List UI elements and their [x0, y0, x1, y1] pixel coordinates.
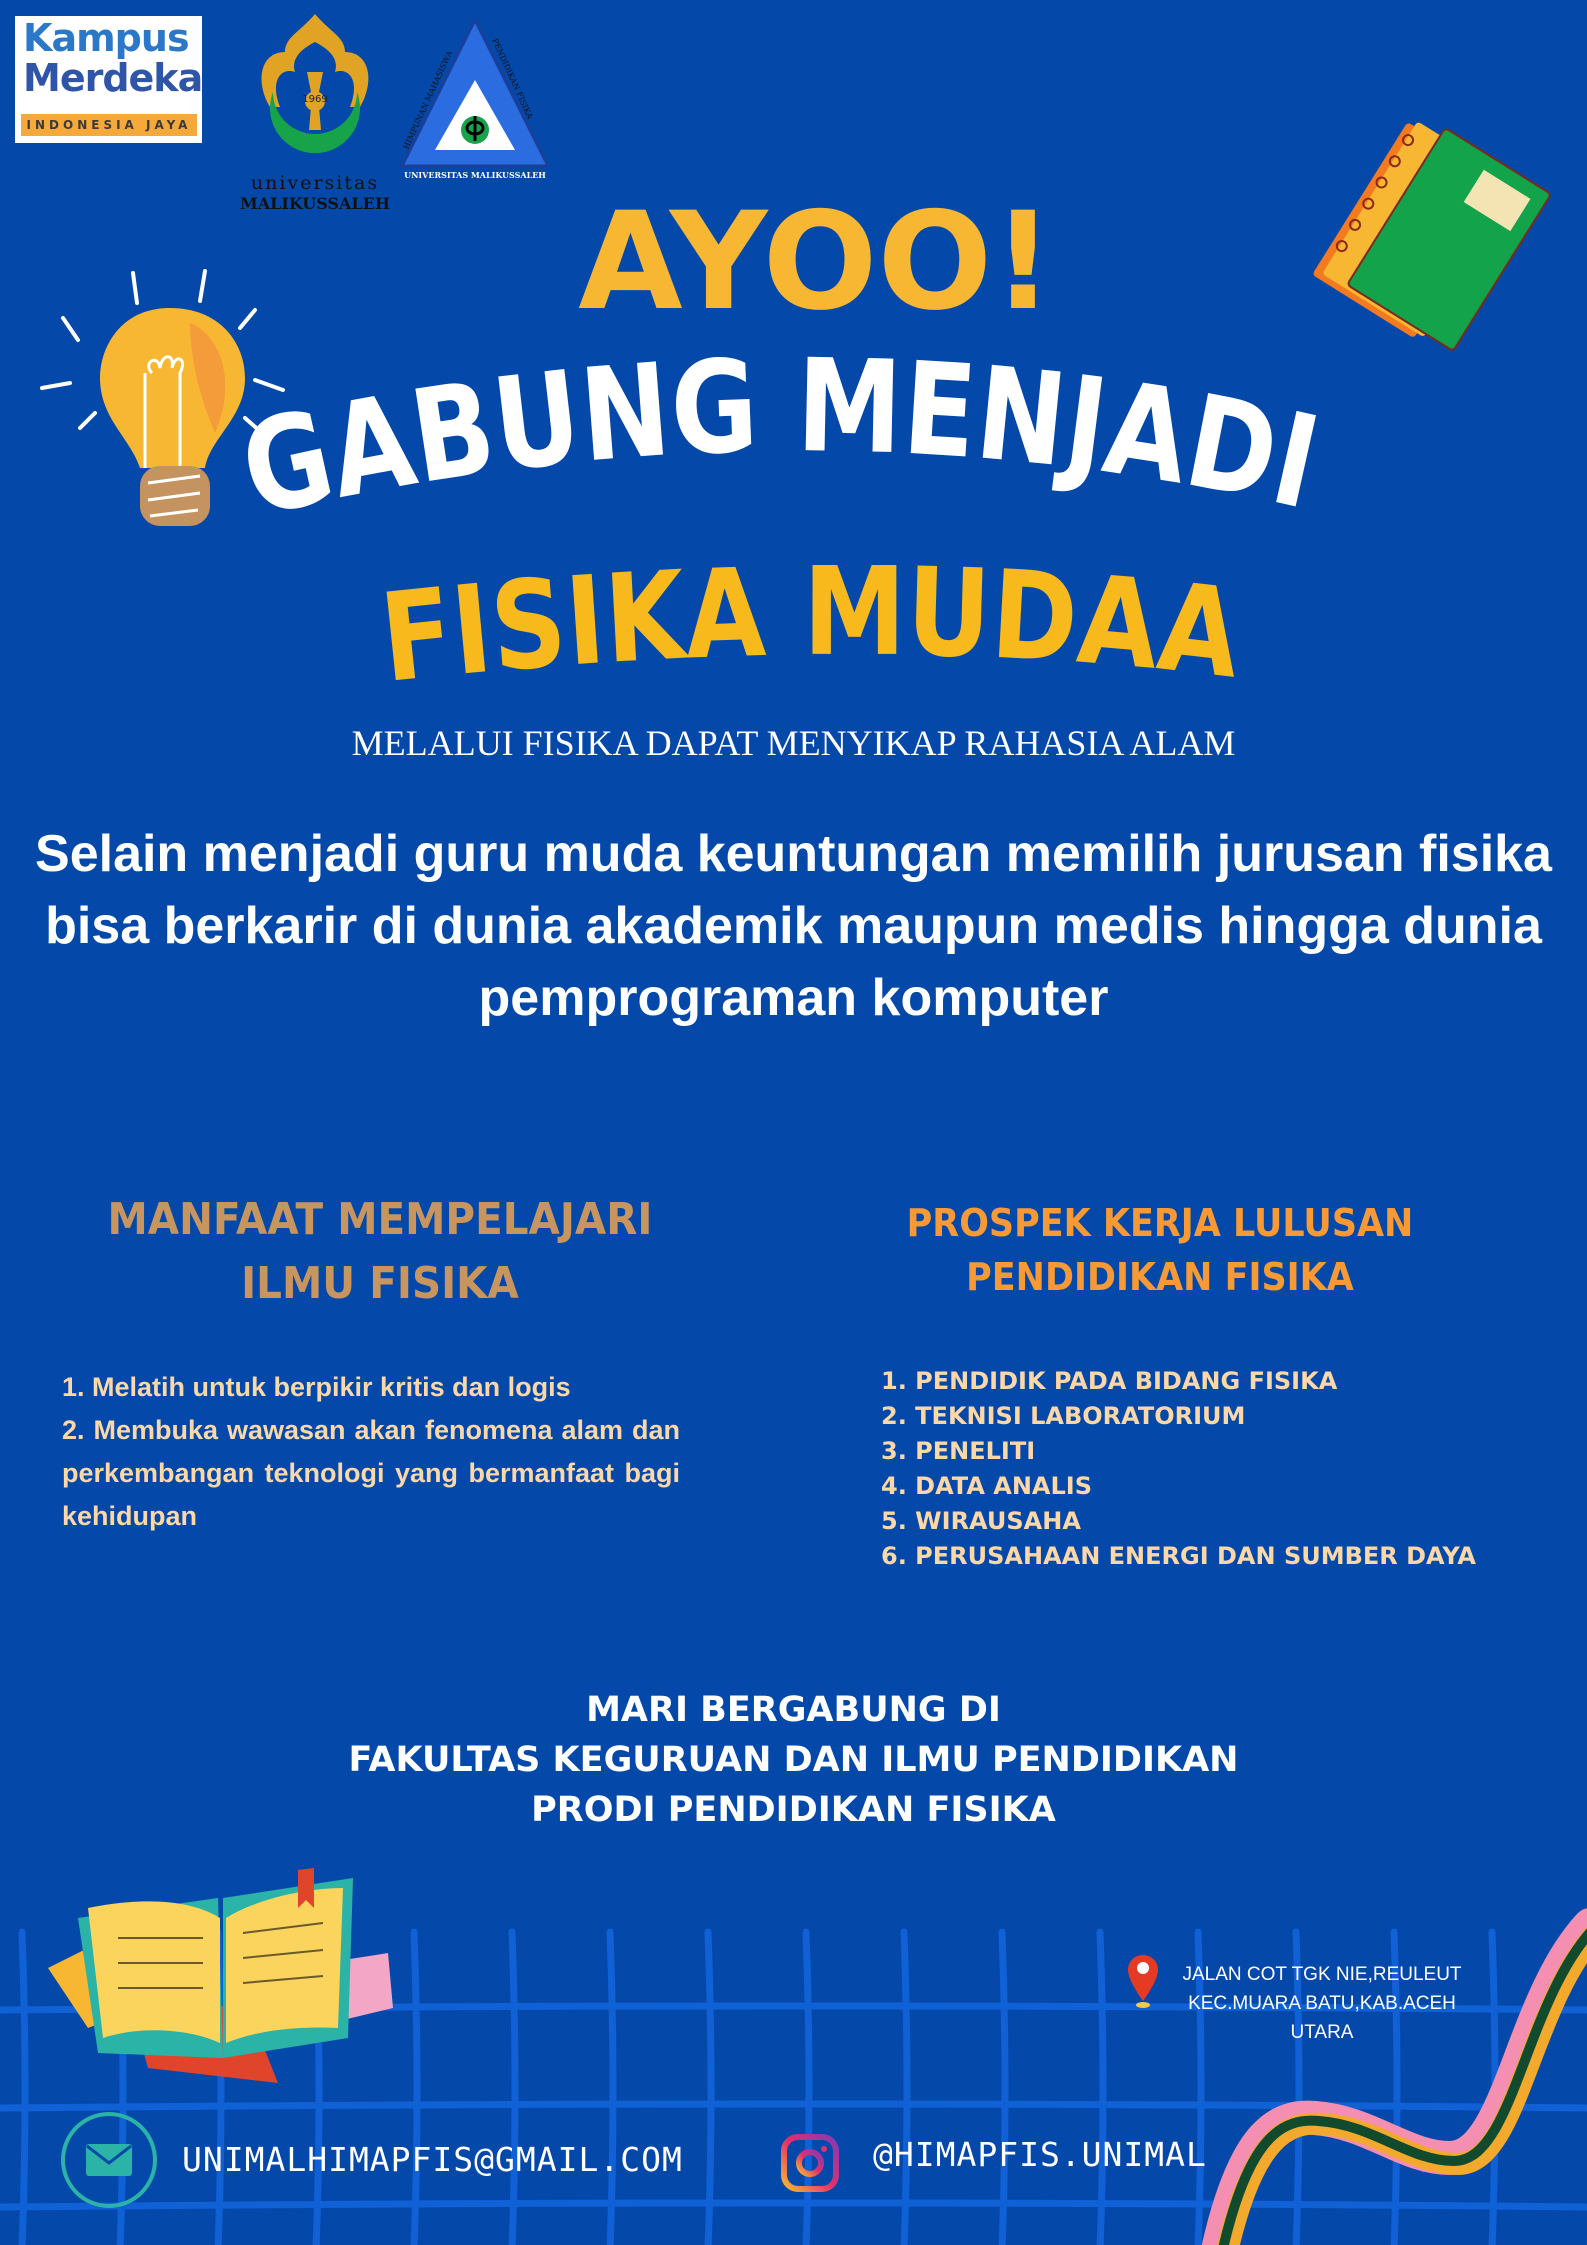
- list-item: 2. TEKNISI LABORATORIUM: [881, 1402, 1246, 1430]
- careers-title-line2: PENDIDIKAN FISIKA: [966, 1255, 1354, 1299]
- intro-paragraph: Selain menjadi guru muda keuntungan memilih jurusan fisika bisa berkarir di dunia akademik maupun medis hingga dunia pemprograman komputer: [35, 825, 1552, 1027]
- logo-band: INDONESIA JAYA: [21, 114, 197, 136]
- join-message: [0, 1685, 1587, 1835]
- benefits-title: [67, 1188, 693, 1316]
- grid-line-vertical: [1002, 1932, 1005, 2245]
- notebooks-icon: [1285, 110, 1565, 380]
- join-line2: FAKULTAS KEGURUAN DAN ILMU PENDIDIKAN: [348, 1740, 1239, 1780]
- headline-ayoo: AYOO!: [578, 183, 1054, 340]
- logo-text-kampus: Kampus: [23, 16, 189, 60]
- university-name-line1: universitas: [250, 172, 380, 194]
- join-line3: PRODI PENDIDIKAN FISIKA: [531, 1790, 1056, 1830]
- list-item: 1. PENDIDIK PADA BIDANG FISIKA: [881, 1367, 1338, 1395]
- benefits-title-line1: MANFAAT MEMPELAJARI: [107, 1194, 653, 1245]
- logo-text-merdeka: Merdeka: [23, 56, 203, 100]
- himpunan-arc-right: PENDIDIKAN FISIKA: [490, 37, 535, 121]
- list-item: 1. Melatih untuk berpikir kritis dan logis: [62, 1372, 571, 1402]
- university-name-line2: MALIKUSSALEH: [240, 194, 390, 213]
- careers-title-line1: PROSPEK KERJA LULUSAN: [906, 1201, 1414, 1245]
- headline-fisika-mudaa: FISIKA MUDAA: [374, 540, 1262, 711]
- grid-line-vertical: [806, 1932, 809, 2245]
- list-item: 6. PERUSAHAAN ENERGI DAN SUMBER DAYA: [881, 1542, 1476, 1570]
- grid-line-vertical: [610, 1932, 613, 2245]
- list-item: 2. Membuka wawasan akan fenomena alam dan perkembangan teknologi yang bermanfaat bagi kehidupan: [62, 1415, 680, 1531]
- himpunan-arc-left: HIMPUNAN MAHASISWA: [401, 49, 455, 151]
- grid-line-vertical: [904, 1932, 907, 2245]
- list-item: 4. DATA ANALIS: [881, 1472, 1092, 1500]
- tagline: MELALUI FISIKA DAPAT MENYIKAP RAHASIA ALAM: [351, 723, 1236, 763]
- list-item: 5. WIRAUSAHA: [881, 1507, 1081, 1535]
- instagram-icon: [780, 2133, 840, 2193]
- svg-text:GABUNG MENJADI: [229, 331, 1340, 547]
- svg-text:FISIKA MUDAA: [374, 540, 1262, 711]
- instagram-handle-link[interactable]: @HIMAPFIS.UNIMAL: [873, 2135, 1207, 2174]
- email-link[interactable]: UNIMALHIMAPFIS@GMAIL.COM: [182, 2140, 683, 2179]
- grid-line-vertical: [512, 1932, 515, 2245]
- address: [1162, 1960, 1482, 2047]
- address-line1: JALAN COT TGK NIE,REULEUT: [1182, 1964, 1462, 1985]
- benefits-title-line2: ILMU FISIKA: [241, 1258, 519, 1309]
- lightbulb-icon: [40, 268, 290, 533]
- address-line2: KEC.MUARA BATU,KAB.ACEH: [1188, 1993, 1456, 2014]
- join-line1: MARI BERGABUNG DI: [586, 1690, 1001, 1730]
- grid-line-vertical: [1100, 1932, 1103, 2245]
- mail-icon: [60, 2111, 158, 2209]
- grid-line-vertical: [708, 1932, 711, 2245]
- headline-gabung-menjadi: GABUNG MENJADI: [229, 331, 1340, 547]
- location-pin-icon: [1127, 1953, 1159, 2009]
- list-item: 3. PENELITI: [881, 1437, 1036, 1465]
- grid-line-vertical: [414, 1932, 417, 2245]
- benefits-list: [62, 1366, 680, 1538]
- careers-list: [881, 1364, 1476, 1574]
- careers-title: [847, 1196, 1473, 1304]
- emblem-year: 1969: [302, 94, 328, 105]
- address-line3: UTARA: [1290, 2022, 1354, 2043]
- himpunan-bottom-text: UNIVERSITAS MALIKUSSALEH: [404, 170, 546, 180]
- grid-line-vertical: [22, 1932, 25, 2245]
- open-book-icon: [48, 1858, 398, 2103]
- grid-line-horizontal: [0, 2203, 1587, 2207]
